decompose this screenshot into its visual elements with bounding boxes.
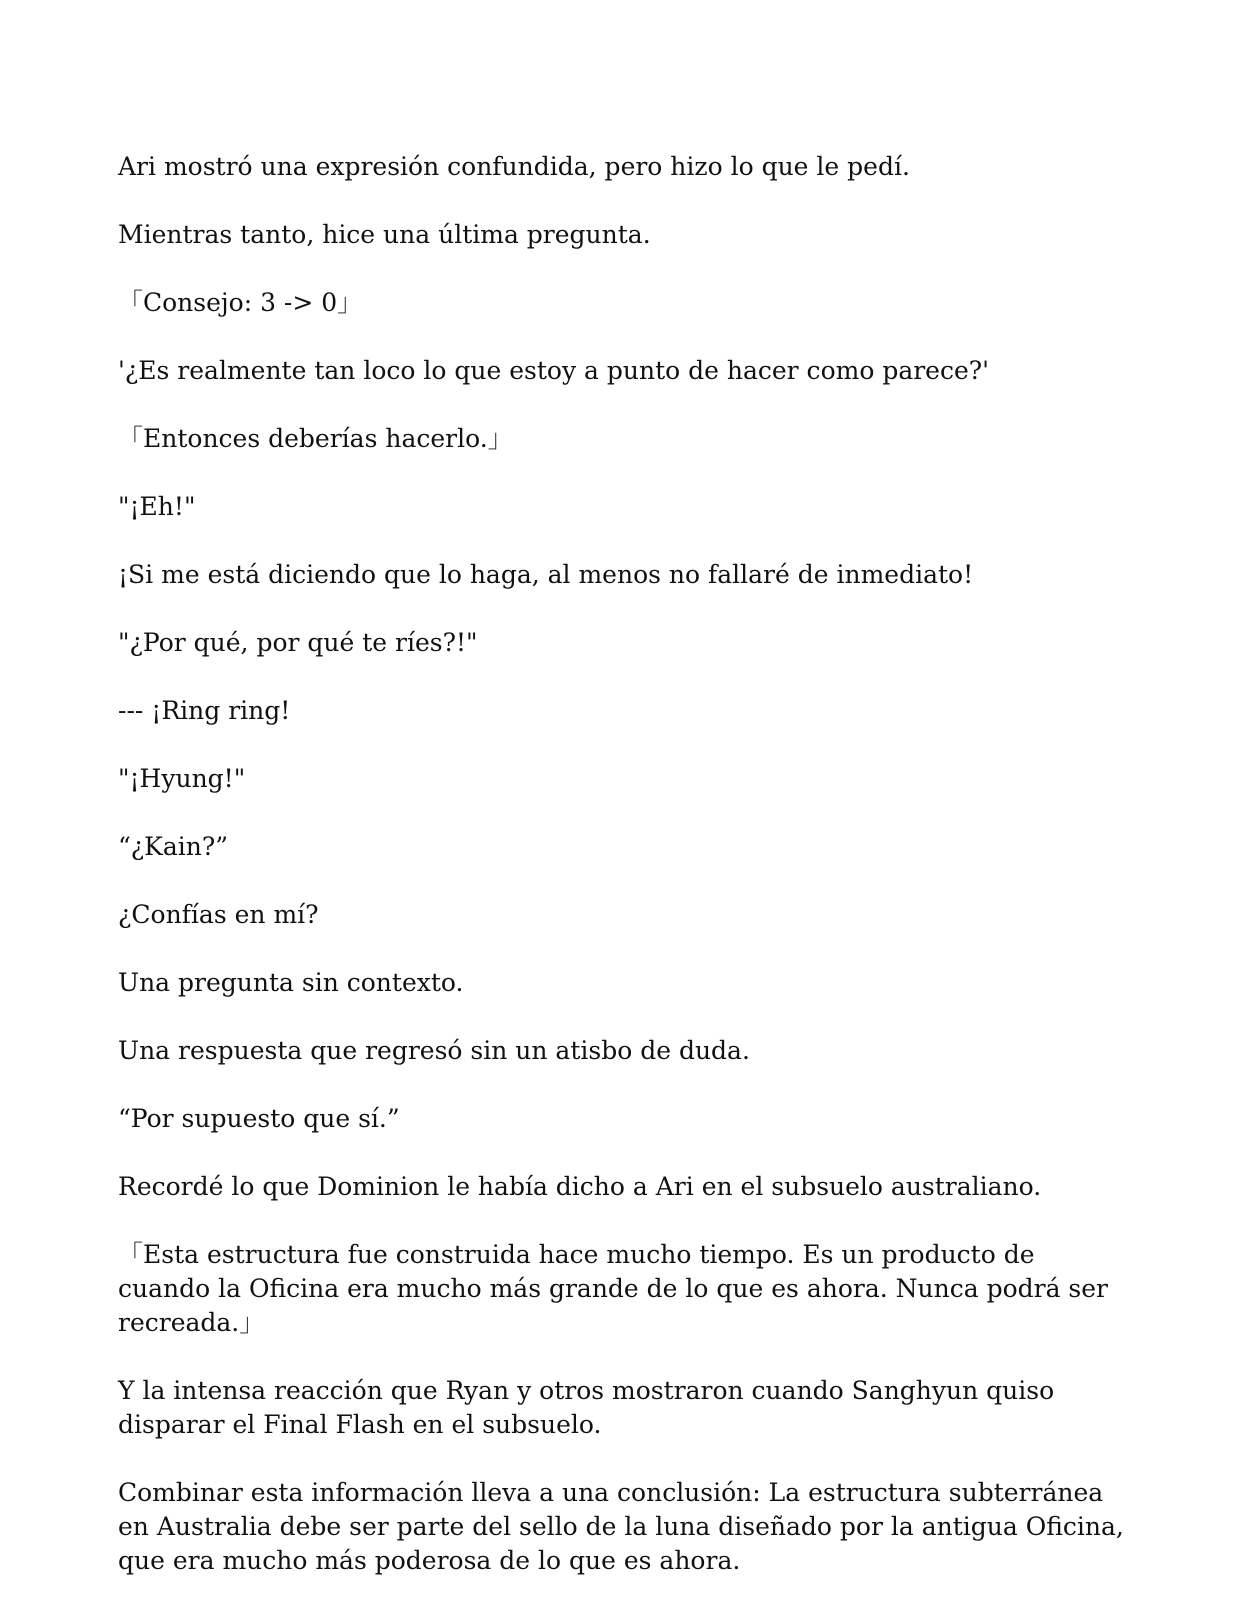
paragraph: 「Entonces deberías hacerlo.」 [118, 424, 513, 453]
paragraph: "¡Eh!" [118, 492, 196, 521]
paragraph: “Por supuesto que sí.” [118, 1104, 400, 1133]
paragraph: “¿Kain?” [118, 832, 229, 861]
paragraph: Mientras tanto, hice una última pregunta. [118, 220, 651, 249]
paragraph: Combinar esta información lleva a una conclusión: La estructura subterránea en Australia debe ser parte del sello de la luna diseñado por la antigua Oficina, que era mucho más poderosa de lo que es ahora. [118, 1478, 1124, 1575]
paragraph: 「Consejo: 3 -> 0」 [118, 288, 363, 317]
paragraph: Una pregunta sin contexto. [118, 968, 464, 997]
paragraph: Una respuesta que regresó sin un atisbo de duda. [118, 1036, 750, 1065]
paragraph: Ari mostró una expresión confundida, pero hizo lo que le pedí. [118, 152, 910, 181]
paragraph: Y la intensa reacción que Ryan y otros mostraron cuando Sanghyun quiso disparar el Final Flash en el subsuelo. [118, 1376, 1055, 1439]
paragraph: ¡Si me está diciendo que lo haga, al menos no fallaré de inmediato! [118, 560, 974, 589]
paragraph: ¿Confías en mí? [118, 900, 319, 929]
paragraph: "¡Hyung!" [118, 764, 246, 793]
paragraph: 「Esta estructura fue construida hace mucho tiempo. Es un producto de cuando la Oficina era mucho más grande de lo que es ahora. Nunca podrá ser recreada.」 [118, 1240, 1109, 1337]
paragraph: --- ¡Ring ring! [118, 696, 291, 725]
paragraph: "¿Por qué, por qué te ríes?!" [118, 628, 478, 657]
paragraph: '¿Es realmente tan loco lo que estoy a punto de hacer como parece?' [118, 356, 990, 385]
document-body [118, 150, 1128, 1578]
paragraph: Recordé lo que Dominion le había dicho a Ari en el subsuelo australiano. [118, 1172, 1042, 1201]
